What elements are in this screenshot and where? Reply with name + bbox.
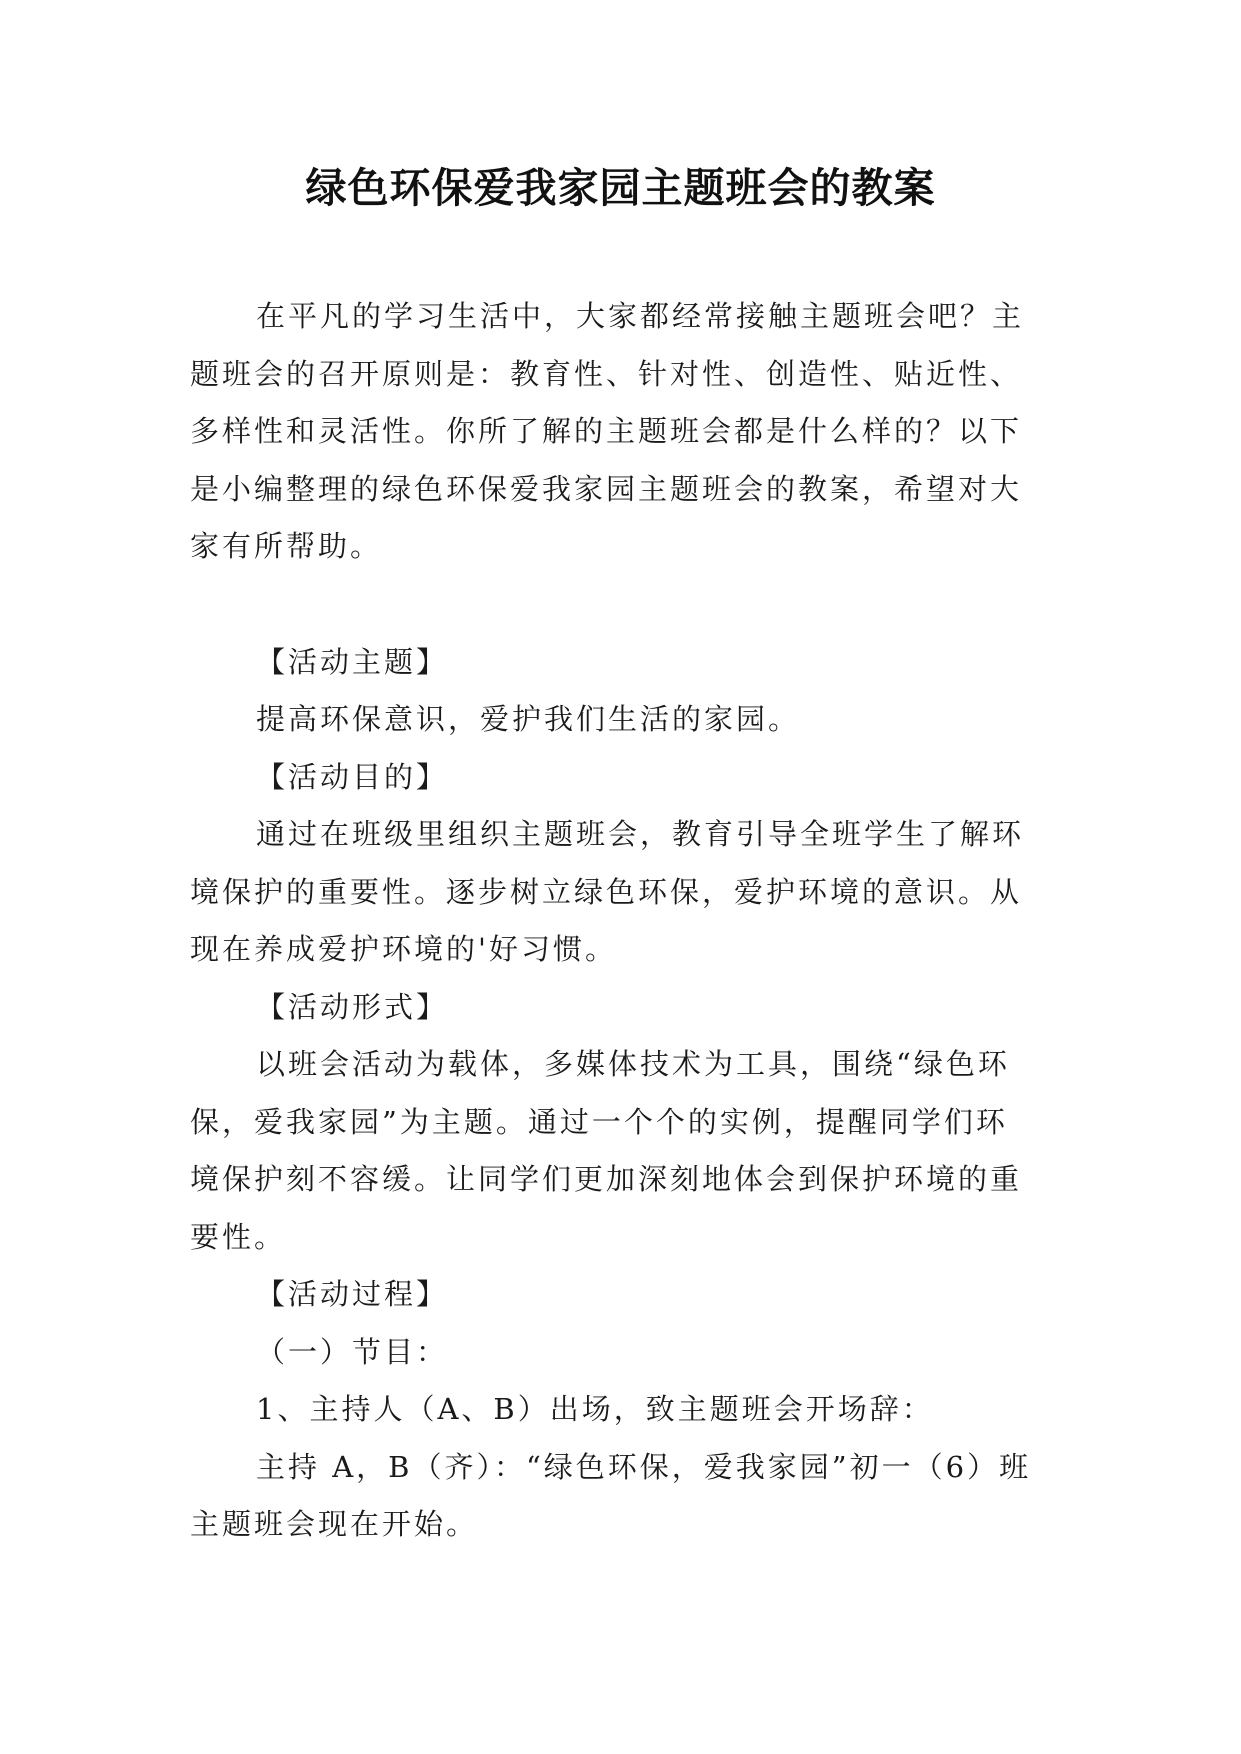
form-line: 境保护刻不容缓。让同学们更加深刻地体会到保护环境的重 <box>190 1162 1023 1196</box>
process-sub-heading: （一）节目： <box>256 1334 449 1369</box>
host-line: 主持 A，B（齐）：“绿色环保，爱我家园”初一（6）班 <box>256 1449 1032 1484</box>
intro-line: 家有所帮助。 <box>190 529 383 563</box>
section-goal-paragraph <box>190 806 1070 979</box>
document-body <box>190 288 1070 1554</box>
intro-paragraph <box>190 288 1070 576</box>
intro-line: 题班会的召开原则是：教育性、针对性、创造性、贴近性、 <box>190 356 1023 391</box>
intro-line: 多样性和灵活性。你所了解的主题班会都是什么样的？以下 <box>190 414 1023 448</box>
section-process-heading: 【活动过程】 <box>256 1277 449 1311</box>
goal-line: 通过在班级里组织主题班会，教育引导全班学生了解环 <box>256 817 1025 851</box>
section-theme-heading: 【活动主题】 <box>256 644 449 679</box>
goal-line: 境保护的重要性。逐步树立绿色环保，爱护环境的意识。从 <box>190 874 1023 909</box>
process-item: 1、主持人（A、B）出场，致主题班会开场辞： <box>256 1392 934 1426</box>
form-line: 保，爱我家园”为主题。通过一个个的实例，提醒同学们环 <box>190 1104 1008 1139</box>
document-title: 绿色环保爱我家园主题班会的教案 <box>305 164 936 212</box>
section-form-paragraph <box>190 1036 1070 1266</box>
form-line: 要性。 <box>190 1219 287 1254</box>
intro-line: 是小编整理的绿色环保爱我家园主题班会的教案，希望对大 <box>190 471 1023 506</box>
section-goal-heading: 【活动目的】 <box>256 759 449 794</box>
paragraph-spacer <box>190 576 1070 634</box>
process-host-paragraph <box>190 1439 1070 1554</box>
host-line: 主题班会现在开始。 <box>190 1507 479 1541</box>
intro-line: 在平凡的学习生活中，大家都经常接触主题班会吧？主 <box>256 299 1025 333</box>
form-line: 以班会活动为载体，多媒体技术为工具，围绕“绿色环 <box>256 1047 1010 1081</box>
section-theme-text: 提高环保意识，爱护我们生活的家园。 <box>256 702 801 736</box>
goal-line: 现在养成爱护环境的'好习惯。 <box>190 932 617 966</box>
section-form-heading: 【活动形式】 <box>256 989 449 1024</box>
